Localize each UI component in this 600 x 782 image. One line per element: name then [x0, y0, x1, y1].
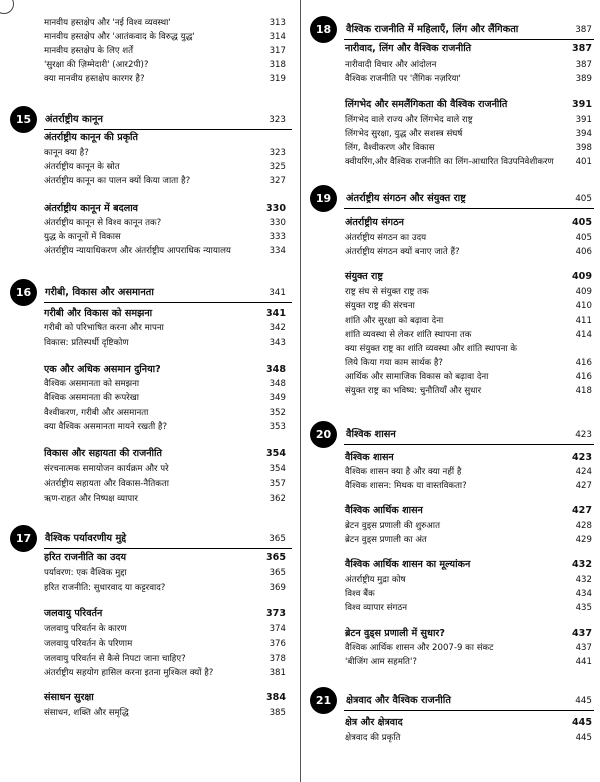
entry-title: वैश्विक शासन क्या है और क्या नहीं है: [345, 467, 462, 477]
page-number: 317: [269, 46, 286, 56]
page-number: 429: [575, 535, 592, 545]
entry-title: वैश्विक आर्थिक शासन और 2007-9 का संकट: [345, 643, 494, 653]
page-number: 343: [269, 338, 286, 348]
chapter-rule: [344, 39, 594, 40]
entry-title: क्वीयरिंग,और वैश्विक राजनीति का लिंग-आधारित विउपनिवेशीकरण: [345, 157, 554, 167]
entry-title: लिंगभेद सुरक्षा, युद्ध और सशस्त्र संघर्ष: [345, 129, 463, 139]
entry-title: क्या संयुक्त राष्ट्र का शांति व्यवस्था और शांति स्थापना के: [345, 344, 517, 354]
section-title: एक और अधिक असमान दुनिया?: [44, 364, 161, 375]
section-title: लिंगभेद और समलैंगिकता की वैश्विक राजनीति: [345, 99, 508, 110]
chapter-number-badge: 16: [10, 279, 37, 306]
page-number: 369: [269, 583, 286, 593]
page-number: 445: [571, 717, 592, 728]
chapter-rule: [344, 208, 594, 209]
page-number: 414: [575, 330, 592, 340]
page-number: 435: [575, 603, 592, 613]
page-number: 416: [575, 372, 592, 382]
chapter-title: वैश्विक पर्यावरणीय मुद्दे: [45, 533, 127, 544]
page-number: 394: [575, 129, 592, 139]
page-number: 374: [269, 624, 286, 634]
page-number: 387: [575, 60, 592, 70]
page-number: 424: [575, 467, 592, 477]
page-number: 330: [265, 203, 286, 214]
entry-title: विकास: प्रतिस्पर्धी दृष्टिकोण: [44, 338, 129, 348]
page-number: 381: [269, 668, 286, 678]
page-number: 385: [269, 708, 286, 718]
chapter-title: क्षेत्रवाद और वैश्विक राजनीति: [346, 695, 451, 706]
entry-title: 'बीजिंग आम सहमति'?: [345, 657, 417, 667]
entry-title: संयुक्त राष्ट्र का भविष्य: चुनौतियाँ और सुधार: [345, 386, 482, 396]
entry-title: क्या मानवीय हस्तक्षेप कारगर है?: [44, 74, 145, 84]
entry-title: जलवायु परिवर्तन से कैसे निपटा जाना चाहिए?: [44, 654, 186, 664]
section-title: वैश्विक आर्थिक शासन: [345, 505, 423, 516]
entry-title: पर्यावरण: एक वैश्विक मुद्दा: [44, 568, 127, 578]
chapter-title: अंतर्राष्ट्रीय संगठन और संयुक्त राष्ट्र: [346, 193, 466, 204]
chapter-number-badge: 19: [310, 185, 337, 212]
page-number: 318: [269, 60, 286, 70]
entry-title: ऋण-राहत और निष्पक्ष व्यापार: [44, 494, 138, 504]
chapter-title: वैश्विक राजनीति में महिलाएँ, लिंग और लैंगिकता: [346, 24, 519, 35]
page-number: 352: [269, 408, 286, 418]
corner-page-mark: [0, 0, 14, 14]
page-number: 405: [571, 217, 592, 228]
entry-title: विश्व व्यापार संगठन: [345, 603, 408, 613]
entry-title: लिये किया गया काम सार्थक है?: [345, 358, 443, 368]
page-number: 437: [575, 643, 592, 653]
page-number: 314: [269, 32, 286, 42]
section-title: वैश्विक शासन: [345, 452, 394, 463]
entry-title: विश्व बैंक: [345, 589, 375, 599]
page-number: 353: [269, 422, 286, 432]
page-number: 387: [575, 25, 592, 35]
chapter-rule: [44, 302, 292, 303]
page-number: 445: [575, 696, 592, 706]
page-number: 348: [269, 379, 286, 389]
section-title: संसाधन सुरक्षा: [44, 692, 94, 703]
page-number: 354: [265, 448, 286, 459]
page-number: 362: [269, 494, 286, 504]
page-number: 418: [575, 386, 592, 396]
page-number: 323: [269, 148, 286, 158]
entry-title: अंतर्राष्ट्रीय सहायता और विकास-नैतिकता: [44, 479, 170, 489]
page-number: 445: [575, 733, 592, 743]
entry-title: लिंगभेद वाले राज्य और लिंगभेद वाले राष्ट्र: [345, 115, 473, 125]
entry-title: ब्रेटन वुड्स प्रणाली का अंत: [345, 535, 427, 545]
chapter-number-badge: 15: [10, 106, 37, 133]
page-number: 423: [571, 452, 592, 463]
page-number: 409: [575, 287, 592, 297]
page-number: 327: [269, 176, 286, 186]
section-title: संयुक्त राष्ट्र: [345, 271, 384, 282]
page-number: 391: [575, 115, 592, 125]
entry-title: अंतर्राष्ट्रीय न्यायाधिकरण और अंतर्राष्ट्रीय आपराधिक न्यायालय: [44, 246, 231, 256]
entry-title: हरित राजनीति: सुधारवाद या कट्टरवाद?: [44, 583, 166, 593]
page-number: 365: [265, 552, 286, 563]
page-number: 434: [575, 589, 592, 599]
page-number: 411: [575, 316, 592, 326]
entry-title: अंतर्राष्ट्रीय कानून से विश्व कानून तक?: [44, 218, 162, 228]
page-number: 423: [575, 430, 592, 440]
page-number: 398: [575, 143, 592, 153]
entry-title: अंतर्राष्ट्रीय कानून का पालन क्यों किया जाता है?: [44, 176, 191, 186]
chapter-rule: [44, 548, 292, 549]
section-title: अंतर्राष्ट्रीय कानून की प्रकृति: [44, 132, 139, 143]
page-number: 319: [269, 74, 286, 84]
chapter-title: वैश्विक शासन: [346, 429, 396, 440]
chapter-title: अंतर्राष्ट्रीय कानून: [45, 114, 103, 125]
entry-title: युद्ध के कानूनों में विकास: [44, 232, 121, 242]
page-number: 354: [269, 464, 286, 474]
chapter-number-badge: 21: [310, 687, 337, 714]
page-number: 405: [575, 194, 592, 204]
entry-title: आर्थिक और सामाजिक विकास को बढ़ावा देना: [345, 372, 489, 382]
entry-title: क्षेत्रवाद की प्रकृति: [345, 733, 401, 743]
chapter-number-badge: 17: [10, 525, 37, 552]
page-number: 427: [571, 505, 592, 516]
entry-title: जलवायु परिवर्तन के परिणाम: [44, 639, 133, 649]
page-number: 427: [575, 481, 592, 491]
section-title: ब्रेटन वुड्स प्रणाली में सुधार?: [345, 628, 445, 639]
entry-title: वैश्विक शासन: मिथक या वास्तविकता?: [345, 481, 467, 491]
entry-title: मानवीय हस्तक्षेप और 'आतंकवाद के विरुद्ध युद्ध': [44, 32, 195, 42]
page-number: 333: [269, 232, 286, 242]
page-number: 391: [571, 99, 592, 110]
entry-title: संरचनात्मक समायोजन कार्यक्रम और परे: [44, 464, 169, 474]
chapter-title: गरीबी, विकास और असमानता: [45, 287, 154, 298]
page-number: 334: [269, 246, 286, 256]
entry-title: वैश्विक असमानता की रूपरेखा: [44, 393, 140, 403]
entry-title: ब्रेटन वुड्स प्रणाली की शुरुआत: [345, 521, 440, 531]
section-title: हरित राजनीति का उदय: [44, 552, 127, 563]
page-number: 405: [575, 233, 592, 243]
chapter-rule: [344, 444, 594, 445]
page-number: 348: [265, 364, 286, 375]
section-title: क्षेत्र और क्षेत्रवाद: [345, 717, 403, 728]
section-title: विकास और सहायता की राजनीति: [44, 448, 162, 459]
page-number: 428: [575, 521, 592, 531]
entry-title: संसाधन, शक्ति और समृद्धि: [44, 708, 129, 718]
section-title: जलवायु परिवर्तन: [44, 608, 103, 619]
page-number: 365: [269, 568, 286, 578]
section-title: अंतर्राष्ट्रीय संगठन: [345, 217, 404, 228]
chapter-number-badge: 18: [310, 16, 337, 43]
entry-title: वैश्विक राजनीति पर 'लैंगिक नज़रिया': [345, 74, 461, 84]
entry-title: संयुक्त राष्ट्र की संरचना: [345, 301, 415, 311]
entry-title: वैश्वीकरण, गरीबी और असमानता: [44, 408, 149, 418]
column-divider: [300, 0, 301, 782]
entry-title: कानून क्या है?: [44, 148, 89, 158]
page-number: 323: [269, 115, 286, 125]
entry-title: अंतर्राष्ट्रीय सहयोग हासिल करना इतना मुश्किल क्यों है?: [44, 668, 214, 678]
entry-title: जलवायु परिवर्तन के कारण: [44, 624, 127, 634]
entry-title: अंतर्राष्ट्रीय संगठन का उदय: [345, 233, 427, 243]
entry-title: अंतर्राष्ट्रीय मुद्रा कोष: [345, 575, 406, 585]
page-number: 416: [575, 358, 592, 368]
entry-title: शांति व्यवस्था से लेकर शांति स्थापना तक: [345, 330, 472, 340]
chapter-rule: [344, 710, 594, 711]
entry-title: अंतर्राष्ट्रीय कानून के स्रोत: [44, 162, 120, 172]
page-number: 409: [571, 271, 592, 282]
chapter-rule: [44, 129, 292, 130]
page-number: 384: [265, 692, 286, 703]
page-number: 325: [269, 162, 286, 172]
page-number: 373: [265, 608, 286, 619]
entry-title: राष्ट्र संघ से संयुक्त राष्ट्र तक: [345, 287, 429, 297]
entry-title: शांति और सुरक्षा को बढ़ावा देना: [345, 316, 444, 326]
page-number: 432: [575, 575, 592, 585]
section-title: अंतर्राष्ट्रीय कानून में बदलाव: [44, 203, 139, 214]
section-title: वैश्विक आर्थिक शासन का मूल्यांकन: [345, 559, 471, 570]
page-number: 437: [571, 628, 592, 639]
page-number: 357: [269, 479, 286, 489]
page-number: 342: [269, 323, 286, 333]
entry-title: लिंग, वैश्वीकरण और विकास: [345, 143, 435, 153]
entry-title: अंतर्राष्ट्रीय संगठन क्यों बनाए जाते हैं?: [345, 247, 460, 257]
page-number: 410: [575, 301, 592, 311]
chapter-number-badge: 20: [310, 421, 337, 448]
page-number: 441: [575, 657, 592, 667]
page-number: 330: [269, 218, 286, 228]
entry-title: गरीबी को परिभाषित करना और मापना: [44, 323, 164, 333]
page-number: 313: [269, 18, 286, 28]
page-number: 341: [265, 308, 286, 319]
page-number: 341: [269, 288, 286, 298]
entry-title: नारीवादी विचार और आंदोलन: [345, 60, 437, 70]
entry-title: वैश्विक असमानता को समझना: [44, 379, 140, 389]
entry-title: मानवीय हस्तक्षेप के लिए शर्तें: [44, 46, 134, 56]
section-title: गरीबी और विकास को समझना: [44, 308, 153, 319]
page-number: 349: [269, 393, 286, 403]
entry-title: 'सुरक्षा की ज़िम्मेदारी' (आर2पी)?: [44, 60, 149, 70]
section-title: नारीवाद, लिंग और वैश्विक राजनीति: [345, 43, 472, 54]
page-number: 376: [269, 639, 286, 649]
page-number: 389: [575, 74, 592, 84]
page-number: 365: [269, 534, 286, 544]
page-number: 401: [575, 157, 592, 167]
entry-title: मानवीय हस्तक्षेप और 'नई विश्व व्यवस्था': [44, 18, 171, 28]
page-number: 378: [269, 654, 286, 664]
page-number: 432: [571, 559, 592, 570]
page-number: 406: [575, 247, 592, 257]
entry-title: क्या वैश्विक असमानता मायने रखती है?: [44, 422, 168, 432]
page-number: 387: [571, 43, 592, 54]
